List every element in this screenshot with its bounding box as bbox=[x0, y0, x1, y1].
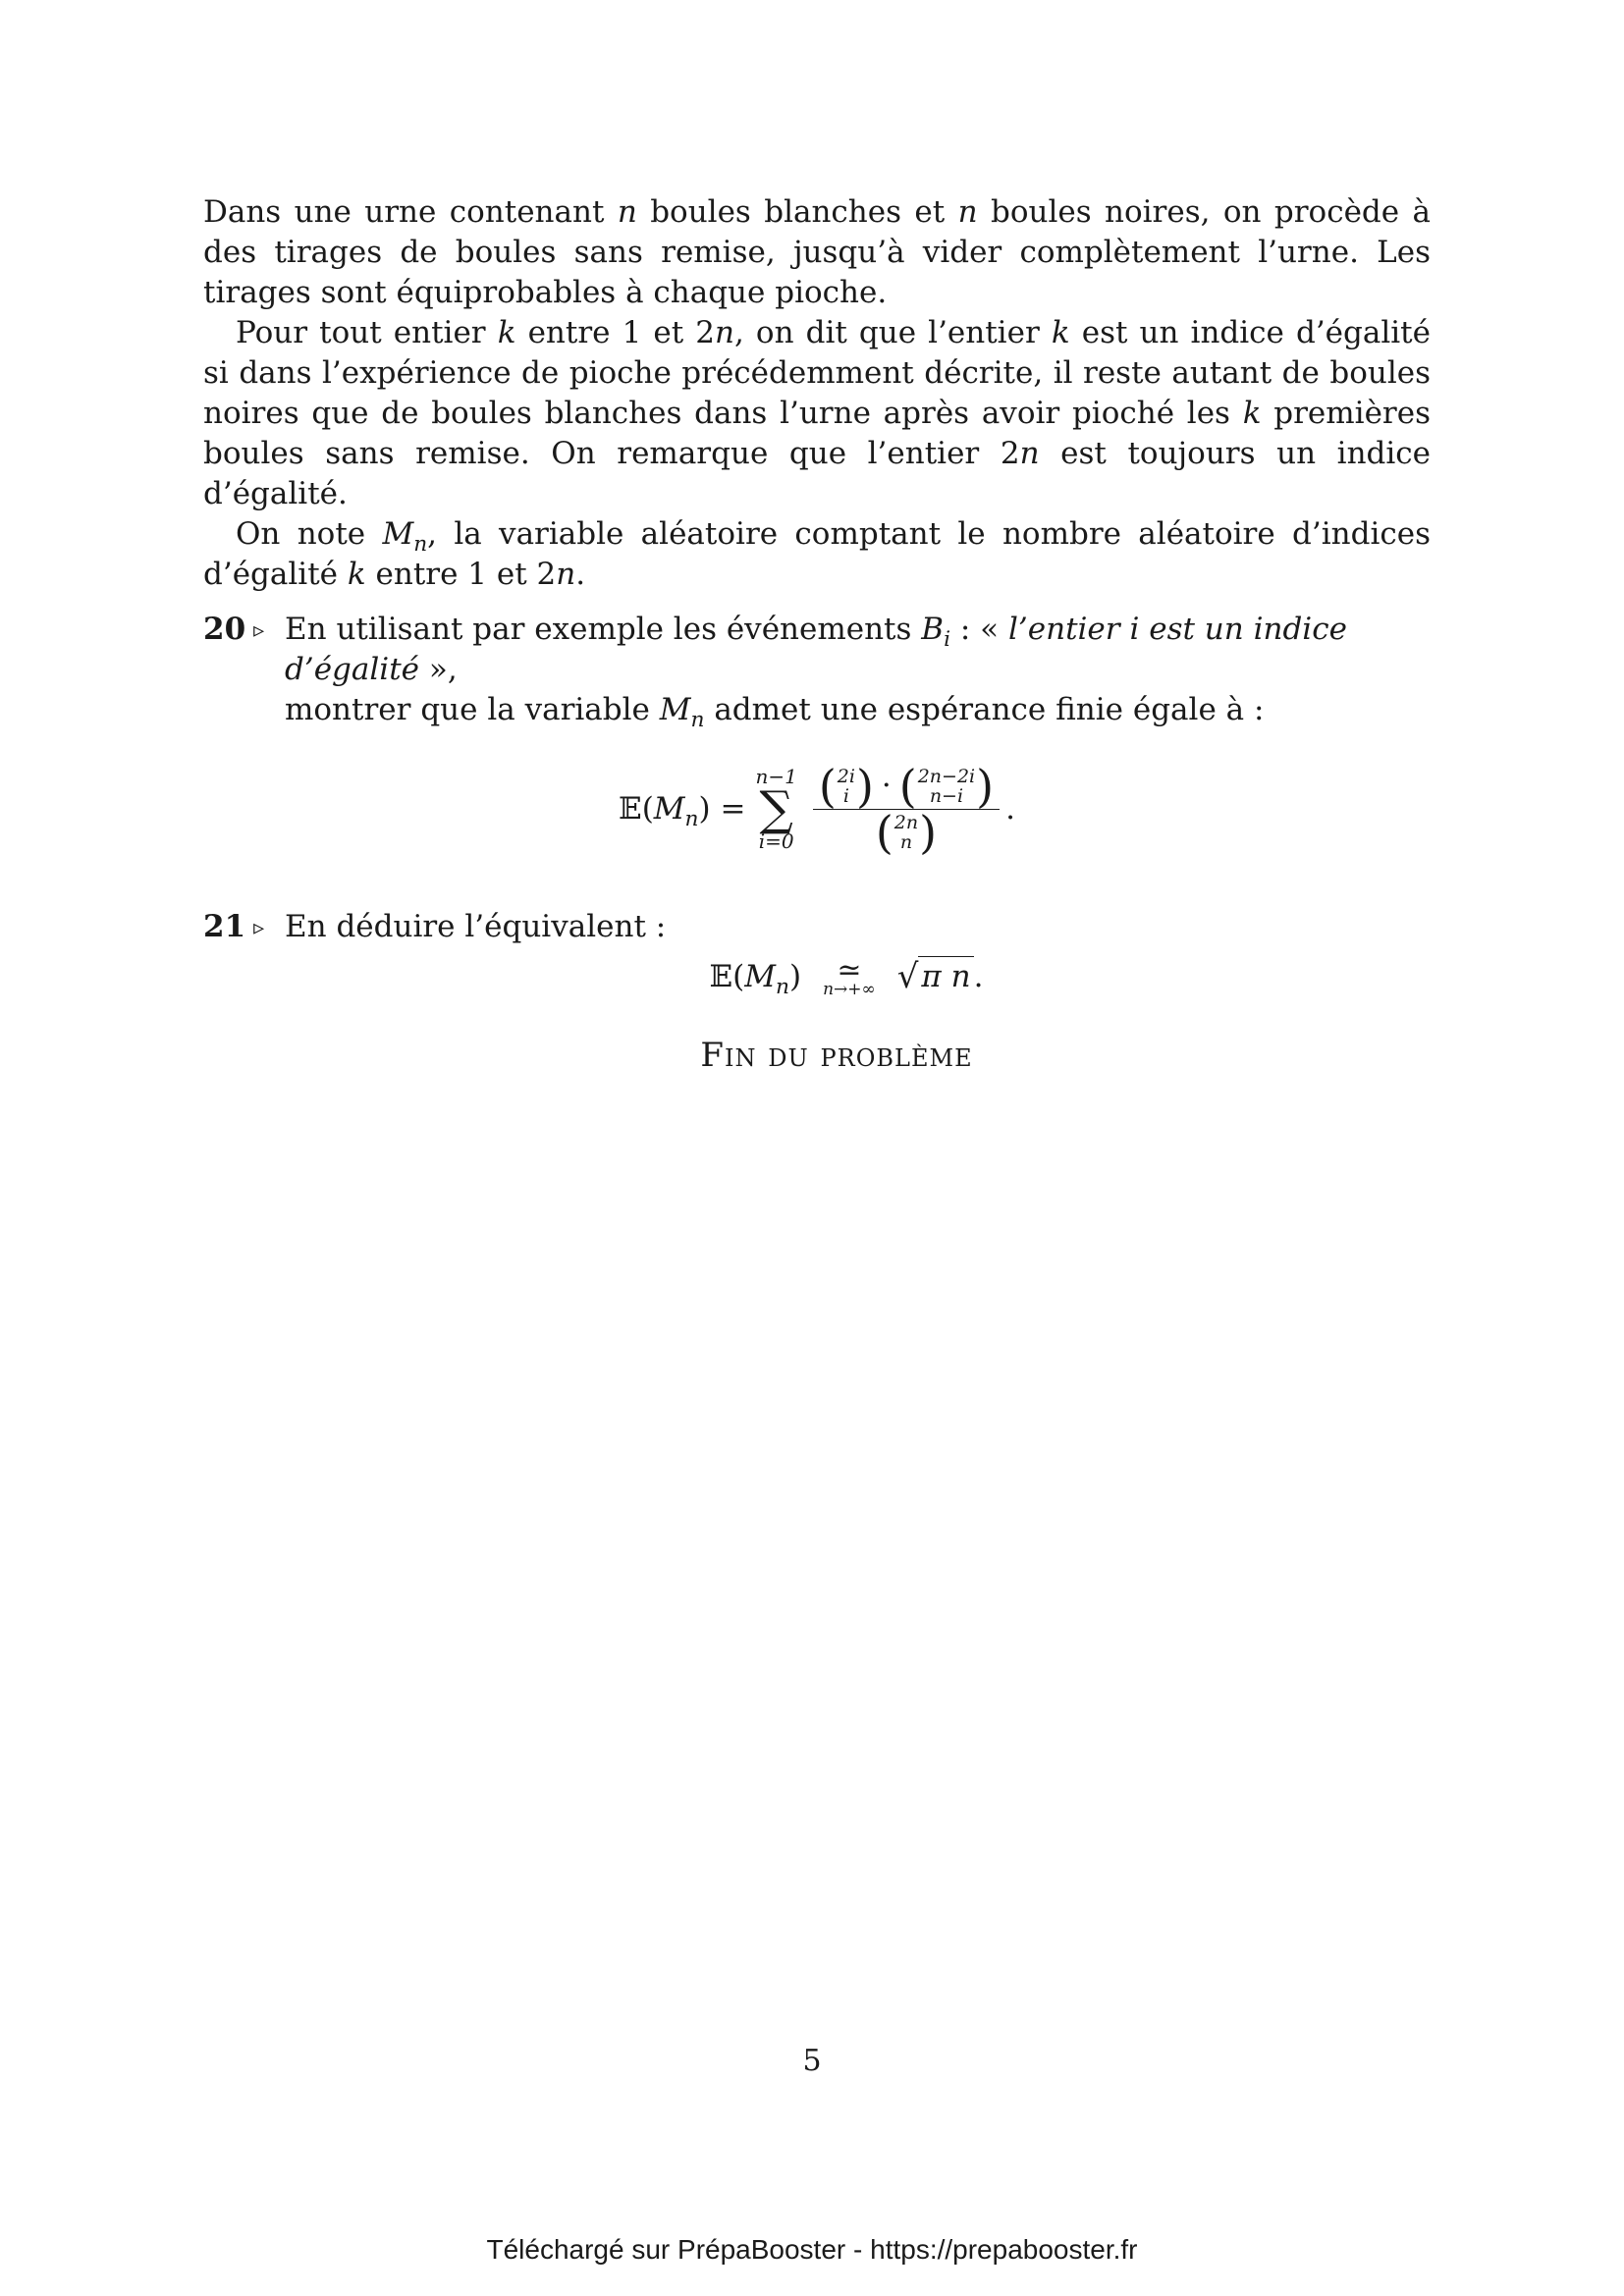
formula-end: . bbox=[1005, 790, 1015, 827]
question-20-text: En utilisant par exemple les événements $B_i$ : « l’entier i est un indice d’égalité », montrer que la variable $M_n$ admet une espérance finie égale à : bbox=[285, 612, 1347, 733]
triangle-arrow-icon: ▹ bbox=[253, 916, 265, 940]
sum-lower-limit: i=0 bbox=[758, 829, 794, 853]
equivalent-lhs: $𝔼(M_n)$ bbox=[709, 958, 802, 999]
triangle-arrow-icon: ▹ bbox=[253, 618, 265, 643]
question-number: 20 bbox=[203, 612, 246, 647]
end-of-problem: Fin du problème bbox=[700, 1036, 973, 1075]
question-20-label bbox=[203, 610, 264, 651]
radical-icon: √ bbox=[896, 957, 919, 996]
document-body bbox=[203, 192, 1431, 1076]
expectation-formula bbox=[203, 750, 1431, 868]
fraction-denominator bbox=[870, 805, 943, 859]
intro-paragraph-3: On note $M_n$, la variable aléatoire comptant le nombre aléatoire d’indices d’égalité k entre 1 et 2n. bbox=[203, 516, 1431, 592]
intro-paragraph-2: Pour tout entier k entre 1 et 2n, on dit que l’entier k est un indice d’égalité si dans l’expérience de pioche précédemment décrite, il reste autant de boules noires que de boules blanches dans l’urne après avoir pioché les k premières boules sans remise. On remarque que l’entier 2n est toujours un indice d’égalité. bbox=[203, 315, 1432, 511]
binomial-2i-i: ( 2i i ) bbox=[818, 759, 874, 813]
fraction-numerator bbox=[813, 759, 1000, 813]
fraction bbox=[813, 759, 1000, 859]
asymptotic-equivalent-symbol: ≃ n→+∞ bbox=[823, 952, 876, 999]
intro-paragraph-1: Dans une urne contenant n boules blanches et n boules noires, on procède à des tirages de boules sans remise, jusqu’à vider complètement l’urne. Les tirages sont équiprobables à chaque pioche. bbox=[203, 194, 1431, 310]
equivalent-formula bbox=[262, 947, 1431, 1006]
download-footer: Téléchargé sur PrépaBooster - https://prepabooster.fr bbox=[486, 2234, 1138, 2265]
question-21 bbox=[203, 907, 1431, 947]
page-number: 5 bbox=[802, 2044, 822, 2078]
formula-lhs: $𝔼(M_n)$ = bbox=[619, 790, 746, 831]
question-number: 21 bbox=[203, 909, 246, 944]
product-dot: · bbox=[881, 768, 892, 803]
question-20 bbox=[203, 610, 1431, 733]
binomial-2n-2i: ( 2n−2i n−i ) bbox=[898, 759, 995, 813]
summation bbox=[755, 767, 796, 851]
radicand: π n bbox=[918, 956, 973, 997]
formula-end: . bbox=[973, 958, 984, 994]
question-21-text: En déduire l’équivalent : bbox=[285, 909, 667, 944]
question-21-label bbox=[203, 907, 264, 948]
sum-upper-limit: n−1 bbox=[755, 765, 797, 788]
binomial-2n-n: ( 2n n ) bbox=[875, 805, 938, 859]
square-root bbox=[897, 956, 974, 997]
sigma-symbol: ∑ bbox=[759, 781, 793, 836]
